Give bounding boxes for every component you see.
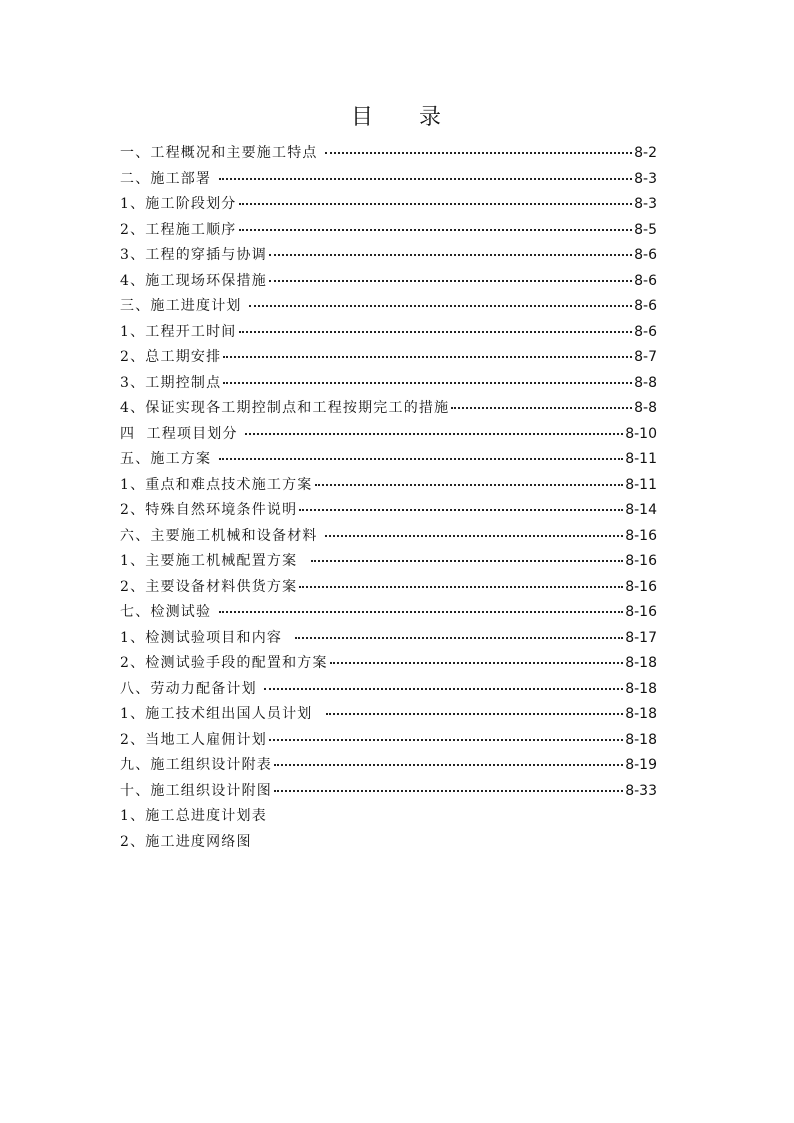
toc-entry-page-number: 8-3 [634,170,657,187]
toc-entry-page-number: 8-8 [634,400,657,416]
page-title [0,100,794,131]
toc-entry-label: 二、施工部署 [120,170,217,187]
dot-leader [249,304,632,307]
toc-entry-label: 六、主要施工机械和设备材料 [120,527,324,544]
dot-leader [239,330,633,333]
dot-leader [269,253,632,256]
dot-leader [325,151,632,154]
toc-entry-page-number: 8-2 [634,145,657,161]
toc-entry-label: 一、工程概况和主要施工特点 [120,145,324,161]
toc-entry-label: 2、主要设备材料供货方案 [120,578,298,595]
dot-leader [264,687,623,690]
toc-entry-page-number: 8-6 [634,323,657,340]
toc-entry-page-number: 8-18 [625,680,657,697]
toc-entry-label: 2、总工期安排 [120,349,222,365]
toc-entry[interactable] [120,294,657,320]
toc-entry-label: 3、工期控制点 [120,374,222,391]
title-part-1: 目 [350,105,375,130]
toc-entry-label: 五、施工方案 [120,451,217,467]
toc-entry-label: 1、施工阶段划分 [120,196,237,212]
toc-entry[interactable] [120,498,657,524]
toc-entry-page-number: 8-6 [634,298,657,314]
toc-entry-label: 1、重点和难点技术施工方案 [120,476,313,493]
toc-entry-label: 四 工程项目划分 [120,425,244,442]
dot-leader [299,508,623,511]
toc-entry-page-number: 8-18 [625,706,657,722]
toc-entry[interactable] [120,575,657,601]
toc-entry-label: 1、工程开工时间 [120,323,237,340]
toc-entry[interactable] [120,651,657,677]
toc-entry[interactable] [120,218,657,244]
toc-entry-label: 十、施工组织设计附图 [120,782,272,799]
toc-entry-label: 2、当地工人雇佣计划 [120,731,267,748]
toc-entry[interactable] [120,447,657,473]
toc-entry-label: 八、劳动力配备计划 [120,680,263,697]
toc-entry[interactable] [120,371,657,397]
toc-entry-page-number: 8-16 [625,553,657,569]
title-part-2: 录 [419,105,444,130]
toc-entry-page-number: 8-5 [634,221,657,238]
toc-entry-label: 七、检测试验 [120,604,217,620]
toc-entry[interactable] [120,677,657,703]
dot-leader [223,381,632,384]
toc-entry-page-number: 8-11 [625,451,657,467]
toc-entry[interactable] [120,626,657,652]
toc-entry-page-number: 8-6 [634,272,657,289]
toc-entry-page-number: 8-16 [625,578,657,595]
toc-entry[interactable] [120,167,657,193]
appendix-item: 2、施工进度网络图 [120,833,252,850]
toc-entry[interactable] [120,396,657,422]
toc-entry-page-number: 8-18 [625,655,657,671]
toc-entry[interactable] [120,320,657,346]
toc-entry-page-number: 8-16 [625,527,657,544]
appendix-item: 1、施工总进度计划表 [120,808,267,824]
toc-entry[interactable] [120,345,657,371]
toc-entry-page-number: 8-8 [634,374,657,391]
dot-leader [274,763,623,766]
dot-leader [295,636,623,639]
dot-leader [299,585,623,588]
toc-entry-label: 九、施工组织设计附表 [120,757,272,773]
toc-entry[interactable] [120,549,657,575]
dot-leader [325,534,623,537]
toc-entry-label: 2、检测试验手段的配置和方案 [120,655,328,671]
toc-entry[interactable] [120,269,657,295]
toc-entry-page-number: 8-7 [634,349,657,365]
toc-entry[interactable] [120,753,657,779]
toc-entry[interactable] [120,141,657,167]
toc-entry-label: 1、检测试验项目和内容 [120,629,294,646]
toc-entry-page-number: 8-10 [625,425,657,442]
toc-entry-page-number: 8-19 [625,757,657,773]
toc-entry[interactable] [120,473,657,499]
toc-entry[interactable] [120,600,657,626]
dot-leader [223,355,632,358]
toc-entry[interactable] [120,192,657,218]
toc-entry-page-number: 8-18 [625,731,657,748]
toc-entry-label: 4、施工现场环保措施 [120,272,267,289]
dot-leader [311,559,624,562]
toc-entry[interactable] [120,779,657,805]
toc-entry-label: 2、特殊自然环境条件说明 [120,502,298,518]
dot-leader [315,483,624,486]
toc-entry-page-number: 8-14 [625,502,657,518]
toc-entry-label: 三、施工进度计划 [120,298,248,314]
dot-leader [269,738,623,741]
dot-leader [330,661,624,664]
toc-entry-label: 1、施工技术组出国人员计划 [120,706,324,722]
toc-entry-page-number: 8-16 [625,604,657,620]
toc-entry[interactable] [120,422,657,448]
toc-entry-page-number: 8-33 [625,782,657,799]
toc-entry-label: 3、工程的穿插与协调 [120,247,267,263]
dot-leader [245,432,623,435]
toc-entry-page-number: 8-6 [634,247,657,263]
toc-entry-page-number: 8-11 [625,476,657,493]
dot-leader [451,406,632,409]
toc-entry[interactable] [120,728,657,754]
table-of-contents [120,141,657,855]
toc-entry[interactable] [120,524,657,550]
toc-entry[interactable] [120,243,657,269]
dot-leader [219,457,623,460]
dot-leader [326,712,623,715]
toc-entry-page-number: 8-3 [634,196,657,212]
dot-leader [239,228,633,231]
dot-leader [239,202,633,205]
dot-leader [269,279,632,282]
dot-leader [219,610,623,613]
toc-entry-label: 2、工程施工顺序 [120,221,237,238]
dot-leader [219,177,632,180]
dot-leader [274,789,623,792]
toc-entry[interactable] [120,702,657,728]
toc-entry-page-number: 8-17 [625,629,657,646]
toc-entry-label: 1、主要施工机械配置方案 [120,553,309,569]
toc-entry-label: 4、保证实现各工期控制点和工程按期完工的措施 [120,400,450,416]
